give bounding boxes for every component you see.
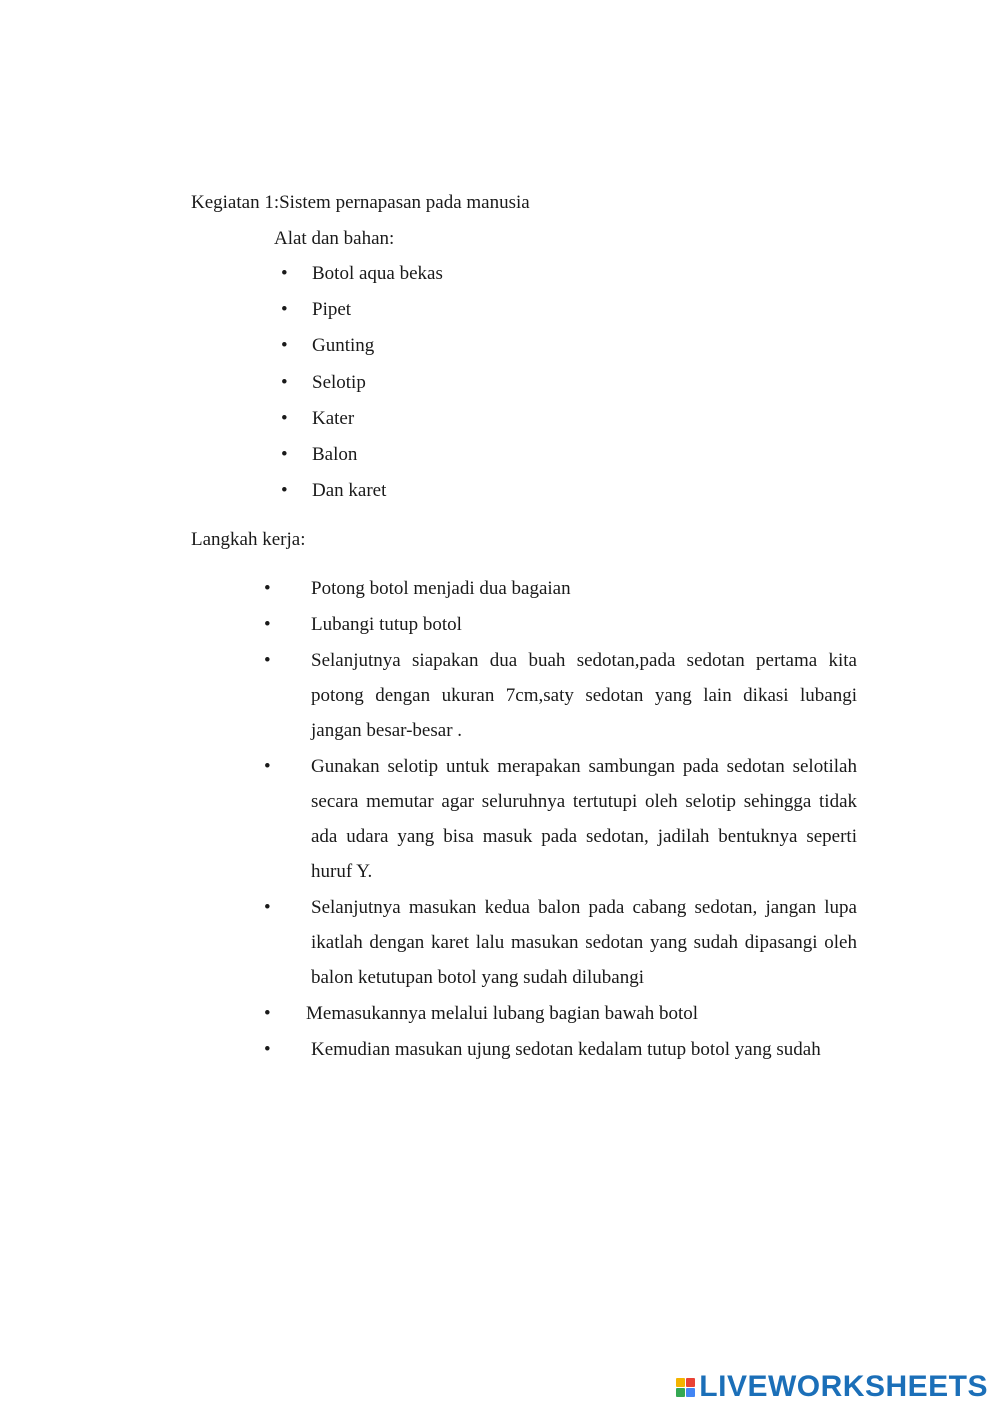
- bullet-icon: •: [264, 650, 271, 671]
- material-label: Kater: [312, 407, 355, 429]
- list-item: [281, 407, 443, 443]
- bullet-icon: •: [264, 1039, 271, 1060]
- material-label: Pipet: [312, 299, 352, 321]
- logo-block: [676, 1378, 685, 1387]
- list-item: [281, 298, 443, 334]
- step-text: Lubangi tutup botol: [311, 614, 462, 635]
- logo-text: LIVEWORKSHEETS: [699, 1370, 988, 1403]
- materials-list: [281, 262, 443, 515]
- bullet-icon: •: [281, 371, 288, 393]
- material-label: Botol aqua bekas: [312, 263, 443, 284]
- material-label: Gunting: [312, 335, 375, 357]
- material-label: Dan karet: [312, 480, 387, 502]
- bullet-icon: •: [264, 578, 271, 599]
- list-item: [281, 479, 443, 515]
- materials-heading: Alat dan bahan:: [274, 228, 395, 249]
- list-item: [281, 371, 443, 407]
- steps-list: [264, 577, 857, 1074]
- material-label: Selotip: [312, 371, 366, 393]
- bullet-icon: •: [281, 263, 288, 284]
- logo-blocks-icon: [676, 1378, 695, 1397]
- list-item: [281, 334, 443, 370]
- bullet-icon: •: [281, 443, 288, 465]
- list-item: [264, 896, 857, 1001]
- liveworksheets-logo: [676, 1372, 988, 1402]
- material-label: Balon: [312, 443, 358, 465]
- list-item: [264, 1038, 857, 1073]
- steps-heading: Langkah kerja:: [191, 529, 306, 550]
- logo-block: [686, 1388, 695, 1397]
- bullet-icon: •: [264, 756, 271, 777]
- logo-block: [676, 1388, 685, 1397]
- bullet-icon: •: [281, 299, 288, 321]
- bullet-icon: •: [264, 1003, 271, 1024]
- bullet-icon: •: [281, 480, 288, 502]
- bullet-icon: •: [281, 407, 288, 429]
- step-text: Selanjutnya siapakan dua buah sedotan,pada sedotan pertama kita potong dengan ukuran 7cm,saty sedotan yang lain dikasi lubangi jangan besar-besar .: [311, 650, 857, 741]
- step-text: Gunakan selotip untuk merapakan sambungan pada sedotan selotilah secara memutar agar seluruhnya tertutupi oleh selotip sehingga tidak ada udara yang bisa masuk pada sedotan, jadilah bentuknya seperti huruf Y.: [311, 756, 857, 882]
- list-item: [281, 443, 443, 479]
- bullet-icon: •: [281, 335, 288, 357]
- step-text: Kemudian masukan ujung sedotan kedalam tutup botol yang sudah: [311, 1039, 821, 1060]
- step-text: Potong botol menjadi dua bagaian: [311, 578, 571, 599]
- list-item: [264, 755, 857, 895]
- list-item: [281, 262, 443, 298]
- bullet-icon: •: [264, 897, 271, 918]
- step-text: Selanjutnya masukan kedua balon pada cabang sedotan, jangan lupa ikatlah dengan karet lalu masukan sedotan yang sudah dipasangi oleh balon ketutupan botol yang sudah dilubangi: [311, 897, 857, 988]
- step-text: Memasukannya melalui lubang bagian bawah botol: [306, 1003, 699, 1024]
- logo-block: [686, 1378, 695, 1387]
- activity-title: Kegiatan 1:Sistem pernapasan pada manusia: [191, 192, 530, 213]
- bullet-icon: •: [264, 614, 271, 635]
- list-item: [264, 649, 857, 754]
